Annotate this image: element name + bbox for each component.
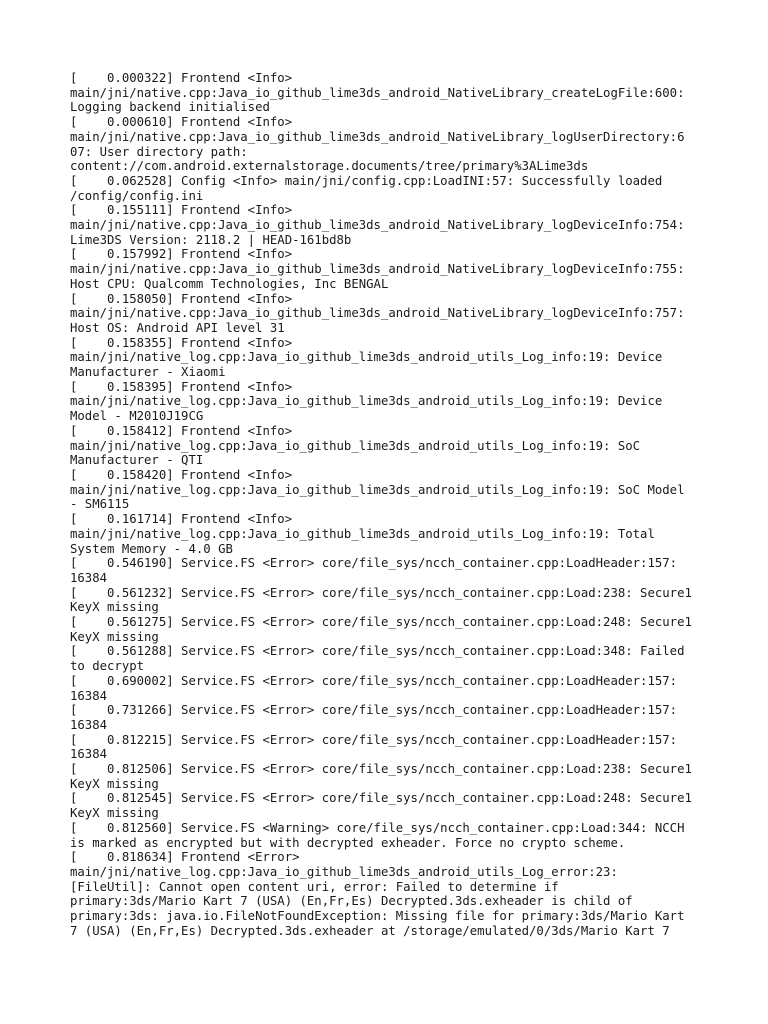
log-line: [ 0.157992] Frontend <Info> — [70, 247, 293, 262]
log-line: main/jni/native_log.cpp:Java_io_github_lime3ds_android_utils_Log_info:19: Device — [70, 350, 663, 365]
log-line: Host CPU: Qualcomm Technologies, Inc BENGAL — [70, 276, 389, 291]
log-line: - SM6115 — [70, 497, 130, 512]
log-line: 07: User directory path: — [70, 144, 248, 159]
log-line: to decrypt — [70, 659, 145, 674]
log-line: 7 (USA) (En,Fr,Es) Decrypted.3ds.exheader at /storage/emulated/0/3ds/Mario Kart 7 — [70, 923, 670, 938]
log-line: [ 0.731266] Service.FS <Error> core/file_sys/ncch_container.cpp:LoadHeader:157: — [70, 703, 678, 718]
log-line: Host OS: Android API level 31 — [70, 320, 285, 335]
log-line: Manufacturer - Xiaomi — [70, 365, 226, 380]
log-line: main/jni/native.cpp:Java_io_github_lime3ds_android_NativeLibrary_createLogFile:600: — [70, 85, 685, 100]
log-line: [ 0.812560] Service.FS <Warning> core/file_sys/ncch_container.cpp:Load:344: NCCH — [70, 820, 685, 835]
log-line: 16384 — [70, 747, 108, 762]
log-line: primary:3ds/Mario Kart 7 (USA) (En,Fr,Es) Decrypted.3ds.exheader is child of — [70, 894, 633, 909]
log-line: KeyX missing — [70, 776, 159, 791]
log-line: [ 0.561232] Service.FS <Error> core/file_sys/ncch_container.cpp:Load:238: Secure1 — [70, 585, 692, 600]
log-line: KeyX missing — [70, 806, 159, 821]
log-line: [ 0.818634] Frontend <Error> — [70, 850, 300, 865]
log-line: is marked as encrypted but with decrypted exheader. Force no crypto scheme. — [70, 835, 626, 850]
log-line: [ 0.161714] Frontend <Info> — [70, 512, 293, 527]
log-line: 16384 — [70, 717, 108, 732]
log-line: primary:3ds: java.io.FileNotFoundException: Missing file for primary:3ds/Mario Kart — [70, 909, 685, 924]
log-line: main/jni/native_log.cpp:Java_io_github_lime3ds_android_utils_Log_error:23: — [70, 864, 618, 879]
log-line: 16384 — [70, 570, 108, 585]
log-line: main/jni/native.cpp:Java_io_github_lime3ds_android_NativeLibrary_logDeviceInfo:757: — [70, 306, 685, 321]
log-line: [ 0.812545] Service.FS <Error> core/file_sys/ncch_container.cpp:Load:248: Secure1 — [70, 791, 692, 806]
log-line: main/jni/native.cpp:Java_io_github_lime3ds_android_NativeLibrary_logDeviceInfo:755: — [70, 262, 685, 277]
log-line: [ 0.561288] Service.FS <Error> core/file_sys/ncch_container.cpp:Load:348: Failed — [70, 644, 685, 659]
log-line: main/jni/native.cpp:Java_io_github_lime3ds_android_NativeLibrary_logDeviceInfo:754: — [70, 218, 685, 233]
log-line: Logging backend initialised — [70, 100, 270, 115]
log-line: System Memory - 4.0 GB — [70, 541, 233, 556]
log-line: KeyX missing — [70, 600, 159, 615]
log-line: main/jni/native_log.cpp:Java_io_github_lime3ds_android_utils_Log_info:19: SoC — [70, 438, 641, 453]
log-line: [ 0.158412] Frontend <Info> — [70, 423, 293, 438]
log-line: [FileUtil]: Cannot open content uri, error: Failed to determine if — [70, 879, 559, 894]
log-line: Lime3DS Version: 2118.2 | HEAD-161bd8b — [70, 232, 352, 247]
log-line: [ 0.062528] Config <Info> main/jni/config.cpp:LoadINI:57: Successfully loaded — [70, 173, 663, 188]
log-line: [ 0.561275] Service.FS <Error> core/file_sys/ncch_container.cpp:Load:248: Secure1 — [70, 615, 692, 630]
log-line: content://com.android.externalstorage.documents/tree/primary%3ALime3ds — [70, 159, 589, 174]
log-line: [ 0.158050] Frontend <Info> — [70, 291, 293, 306]
log-document — [70, 71, 710, 938]
log-line: 16384 — [70, 688, 108, 703]
log-line: [ 0.158395] Frontend <Info> — [70, 379, 293, 394]
log-line: main/jni/native_log.cpp:Java_io_github_lime3ds_android_utils_Log_info:19: SoC Model — [70, 482, 685, 497]
log-line: [ 0.812215] Service.FS <Error> core/file_sys/ncch_container.cpp:LoadHeader:157: — [70, 732, 678, 747]
log-line: main/jni/native_log.cpp:Java_io_github_lime3ds_android_utils_Log_info:19: Total — [70, 526, 655, 541]
log-line: Manufacturer - QTI — [70, 453, 204, 468]
log-line: /config/config.ini — [70, 188, 204, 203]
log-line: [ 0.000610] Frontend <Info> — [70, 115, 293, 130]
log-line: Model - M2010J19CG — [70, 409, 204, 424]
log-line: [ 0.812506] Service.FS <Error> core/file_sys/ncch_container.cpp:Load:238: Secure1 — [70, 762, 692, 777]
log-line: [ 0.690002] Service.FS <Error> core/file_sys/ncch_container.cpp:LoadHeader:157: — [70, 673, 678, 688]
log-line: [ 0.158420] Frontend <Info> — [70, 467, 293, 482]
log-line: [ 0.546190] Service.FS <Error> core/file_sys/ncch_container.cpp:LoadHeader:157: — [70, 556, 678, 571]
log-line: [ 0.000322] Frontend <Info> — [70, 71, 293, 85]
log-line: main/jni/native.cpp:Java_io_github_lime3ds_android_NativeLibrary_logUserDirectory:6 — [70, 129, 685, 144]
log-line: [ 0.158355] Frontend <Info> — [70, 335, 293, 350]
log-line: [ 0.155111] Frontend <Info> — [70, 203, 293, 218]
log-line: main/jni/native_log.cpp:Java_io_github_lime3ds_android_utils_Log_info:19: Device — [70, 394, 663, 409]
log-line: KeyX missing — [70, 629, 159, 644]
